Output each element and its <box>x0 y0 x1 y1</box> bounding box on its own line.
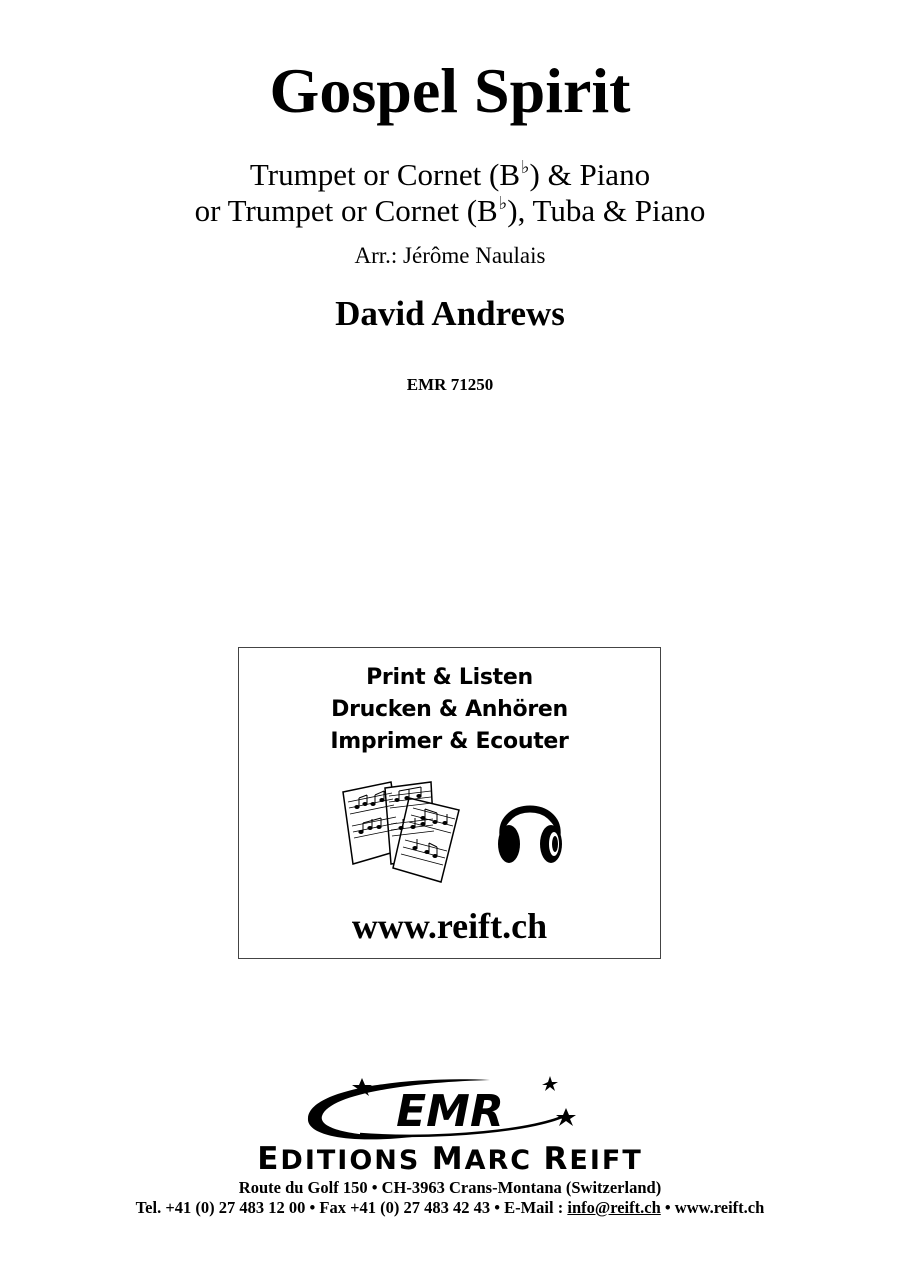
publisher-contact <box>0 1198 900 1218</box>
contact-phone-fax: Tel. +41 (0) 27 483 12 00 • Fax +41 (0) 27 483 42 43 • E-Mail : <box>135 1198 568 1217</box>
publisher-name-part: E <box>257 1141 281 1177</box>
contact-website: • www.reift.ch <box>660 1198 765 1217</box>
website-link[interactable]: www.reift.ch <box>351 906 548 946</box>
instrumentation-text: ), Tuba & Piano <box>507 193 706 228</box>
promo-line-french: Imprimer & Ecouter <box>330 729 569 754</box>
publisher-name-part: M <box>431 1141 465 1177</box>
catalog-number: EMR 71250 <box>406 375 494 394</box>
composer: David Andrews <box>335 294 565 333</box>
arranger: Arr.: Jérôme Naulais <box>354 243 546 268</box>
flat-symbol: ♭ <box>498 193 508 213</box>
instrumentation-text: Trumpet or Cornet (B <box>249 157 521 192</box>
headphones-icon <box>495 788 565 868</box>
flat-symbol: ♭ <box>521 157 530 177</box>
promo-line-english: Print & Listen <box>366 665 533 690</box>
instrumentation-text: or Trumpet or Cornet (B <box>194 193 498 228</box>
promo-line-german: Drucken & Anhören <box>331 697 568 722</box>
publisher-name-part: EIFT <box>569 1145 643 1176</box>
page-title: Gospel Spirit <box>269 55 631 126</box>
instrumentation-line-2 <box>0 185 900 229</box>
sheet-music-icon <box>339 778 469 888</box>
instrumentation-text: ) & Piano <box>529 157 651 192</box>
publisher-name-part: DITIONS <box>280 1145 432 1176</box>
emr-logo <box>300 1074 600 1146</box>
publisher-name <box>0 1143 900 1177</box>
emr-logo-text: EMR <box>396 1086 504 1137</box>
publisher-address: Route du Golf 150 • CH-3963 Crans-Montana (Switzerland) <box>238 1178 662 1197</box>
publisher-name-part: R <box>543 1141 570 1177</box>
print-listen-box <box>238 647 661 959</box>
email-link[interactable]: info@reift.ch <box>567 1198 661 1217</box>
publisher-name-part: ARC <box>464 1145 544 1176</box>
